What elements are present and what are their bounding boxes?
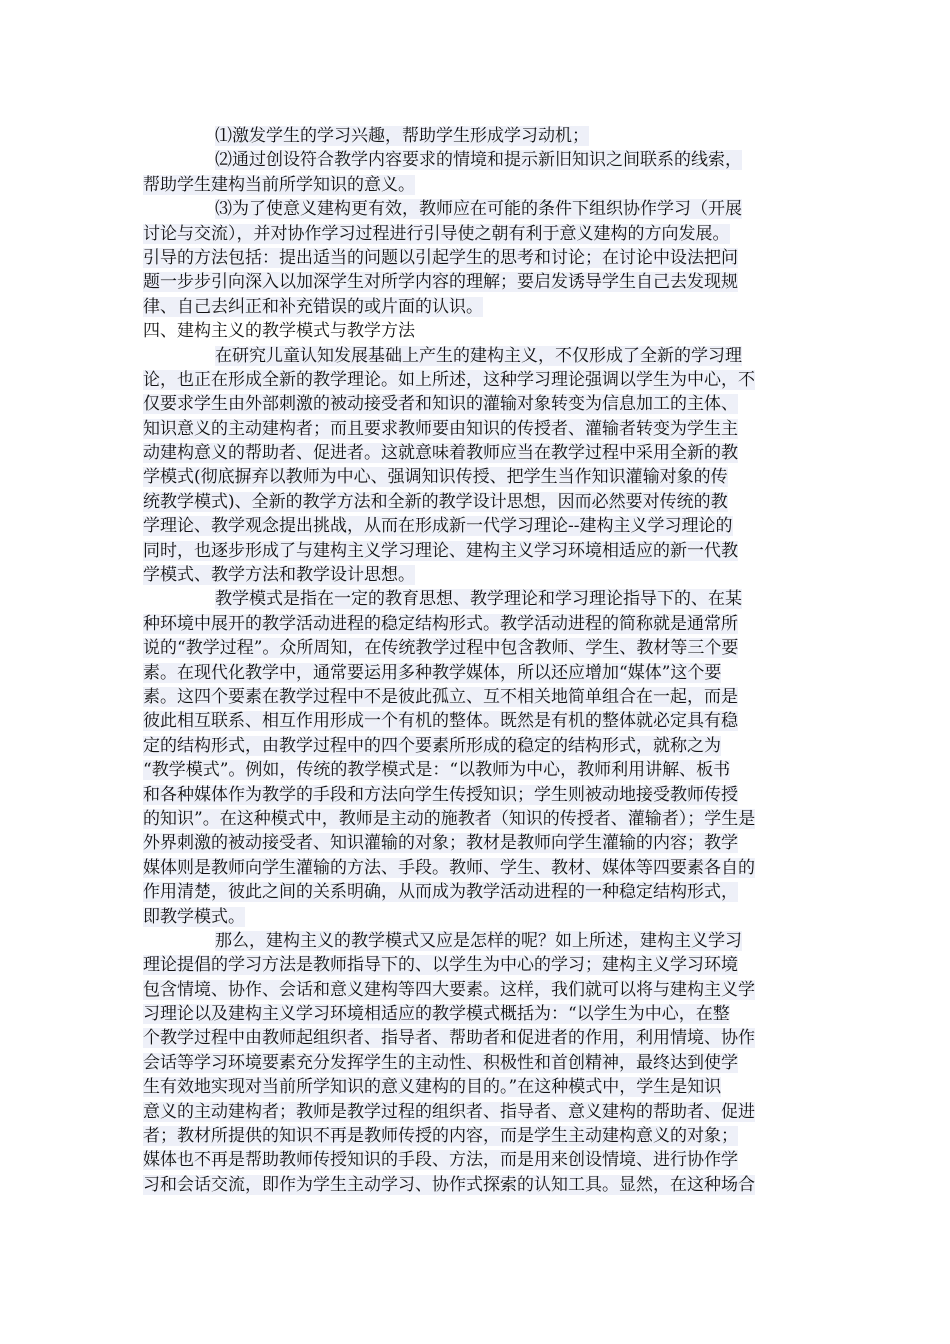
line-text: ⑶为了使意义建构更有效，教师应在可能的条件下组织协作学习（开展 [215, 199, 742, 220]
line-text: 学理论、教学观念提出挑战，从而在形成新一代学习理论--建构主义学习理论的 [143, 516, 733, 537]
line-text: 理论提倡的学习方法是教师指导下的、以学生为中心的学习；建构主义学习环境 [143, 955, 738, 976]
line-text: 动建构意义的帮助者、促进者。这就意味着教师应当在教学过程中采用全新的教 [143, 443, 738, 464]
text-line [143, 685, 809, 709]
text-line [143, 587, 809, 611]
text-line [143, 368, 809, 392]
section-heading [143, 319, 809, 343]
line-text: ⑵通过创设符合教学内容要求的情境和提示新旧知识之间联系的线索， [215, 150, 742, 171]
text-line [143, 539, 809, 563]
text-line [143, 1173, 809, 1197]
text-line [143, 1100, 809, 1124]
text-line [143, 636, 809, 660]
text-line [143, 246, 809, 270]
line-text: 会话等学习环境要素充分发挥学生的主动性、积极性和首创精神，最终达到使学 [143, 1052, 738, 1073]
text-line [143, 612, 809, 636]
line-text: 彼此相互联系、相互作用形成一个有机的整体。既然是有机的整体就必定具有稳 [143, 711, 738, 732]
line-text: 学模式(彻底摒弃以教师为中心、强调知识传授、把学生当作知识灌输对象的传 [143, 467, 728, 488]
text-line [143, 465, 809, 489]
line-text: 和各种媒体作为教学的手段和方法向学生传授知识；学生则被动地接受教师传授 [143, 784, 738, 805]
text-line [143, 1075, 809, 1099]
heading-text: 四、建构主义的教学模式与教学方法 [143, 321, 415, 342]
text-line [143, 148, 809, 172]
text-line [143, 831, 809, 855]
text-line [143, 905, 809, 929]
text-line [143, 856, 809, 880]
line-text: 论，也正在形成全新的教学理论。如上所述，这种学习理论强调以学生为中心，不 [143, 369, 755, 390]
text-line [143, 173, 809, 197]
text-line [143, 758, 809, 782]
line-text: 习和会话交流，即作为学生主动学习、协作式探索的认知工具。显然，在这种场合 [143, 1174, 755, 1195]
text-line [143, 563, 809, 587]
text-line [143, 1026, 809, 1050]
text-line [143, 709, 809, 733]
text-line [143, 661, 809, 685]
text-line [143, 222, 809, 246]
text-line [143, 441, 809, 465]
line-text: 媒体则是教师向学生灌输的方法、手段。教师、学生、教材、媒体等四要素各自的 [143, 857, 755, 878]
text-line [143, 417, 809, 441]
line-text: 学模式、教学方法和教学设计思想。 [143, 565, 415, 586]
text-line [143, 1148, 809, 1172]
text-line [143, 807, 809, 831]
line-text: 知识意义的主动建构者；而且要求教师要由知识的传授者、灌输者转变为学生主 [143, 418, 738, 439]
text-line [143, 392, 809, 416]
line-text: 者；教材所提供的知识不再是教师传授的内容，而是学生主动建构意义的对象； [143, 1126, 738, 1147]
line-text: 即教学模式。 [143, 906, 245, 927]
line-text: 题一步步引向深入以加深学生对所学内容的理解；要启发诱导学生自己去发现规 [143, 272, 738, 293]
text-line [143, 880, 809, 904]
line-text: ⑴激发学生的学习兴趣，帮助学生形成学习动机； [215, 126, 589, 146]
line-text: 的知识”。在这种模式中，教师是主动的施教者（知识的传授者、灌输者）；学生是 [143, 808, 756, 829]
document-body [143, 124, 809, 1197]
line-text: 包含情境、协作、会话和意义建构等四大要素。这样，我们就可以将与建构主义学 [143, 979, 755, 1000]
line-text: 仅要求学生由外部刺激的被动接受者和知识的灌输对象转变为信息加工的主体、 [143, 394, 738, 415]
line-text: 习理论以及建构主义学习环境相适应的教学模式概括为：“以学生为中心，在整 [143, 1004, 730, 1025]
text-line [143, 124, 809, 148]
line-text: 个教学过程中由教师起组织者、指导者、帮助者和促进者的作用，利用情境、协作 [143, 1028, 755, 1049]
line-text: 外界刺激的被动接受者、知识灌输的对象；教材是教师向学生灌输的内容；教学 [143, 833, 738, 854]
text-line [143, 1051, 809, 1075]
line-text: 意义的主动建构者；教师是教学过程的组织者、指导者、意义建构的帮助者、促进 [143, 1101, 755, 1122]
text-line [143, 197, 809, 221]
text-line [143, 953, 809, 977]
text-line [143, 295, 809, 319]
text-line [143, 734, 809, 758]
line-text: 定的结构形式，由教学过程中的四个要素所形成的稳定的结构形式，就称之为 [143, 735, 721, 756]
line-text: 讨论与交流），并对协作学习过程进行引导使之朝有利于意义建构的方向发展。 [143, 223, 730, 244]
text-line [143, 514, 809, 538]
text-line [143, 978, 809, 1002]
line-text: 统教学模式)、全新的教学方法和全新的教学设计思想，因而必然要对传统的教 [143, 491, 728, 512]
line-text: 帮助学生建构当前所学知识的意义。 [143, 174, 415, 195]
text-line [143, 1124, 809, 1148]
line-text: 教学模式是指在一定的教育思想、教学理论和学习理论指导下的、在某 [215, 589, 742, 610]
line-text: “教学模式”。例如，传统的教学模式是：“以教师为中心，教师利用讲解、板书 [143, 760, 731, 781]
text-line [143, 783, 809, 807]
text-line [143, 490, 809, 514]
line-text: 引导的方法包括：提出适当的问题以引起学生的思考和讨论；在讨论中设法把问 [143, 247, 738, 268]
text-line [143, 270, 809, 294]
text-line [143, 344, 809, 368]
line-text: 那么，建构主义的教学模式又应是怎样的呢？如上所述，建构主义学习 [215, 930, 742, 951]
line-text: 在研究儿童认知发展基础上产生的建构主义，不仅形成了全新的学习理 [215, 345, 742, 366]
text-line [143, 929, 809, 953]
line-text: 作用清楚，彼此之间的关系明确，从而成为教学活动进程的一种稳定结构形式， [143, 882, 738, 903]
line-text: 生有效地实现对当前所学知识的意义建构的目的。”在这种模式中，学生是知识 [143, 1077, 722, 1098]
line-text: 说的“教学过程”。众所周知，在传统教学过程中包含教师、学生、教材等三个要 [143, 638, 739, 659]
line-text: 律、自己去纠正和补充错误的或片面的认识。 [143, 296, 483, 317]
line-text: 媒体也不再是帮助教师传授知识的手段、方法，而是用来创设情境、进行协作学 [143, 1150, 738, 1171]
line-text: 素。这四个要素在教学过程中不是彼此孤立、互不相关地简单组合在一起，而是 [143, 686, 738, 707]
text-line [143, 1002, 809, 1026]
line-text: 同时，也逐步形成了与建构主义学习理论、建构主义学习环境相适应的新一代教 [143, 540, 738, 561]
line-text: 素。在现代化教学中，通常要运用多种教学媒体，所以还应增加“媒体”这个要 [143, 662, 722, 683]
line-text: 种环境中展开的教学活动进程的稳定结构形式。教学活动进程的简称就是通常所 [143, 613, 738, 634]
